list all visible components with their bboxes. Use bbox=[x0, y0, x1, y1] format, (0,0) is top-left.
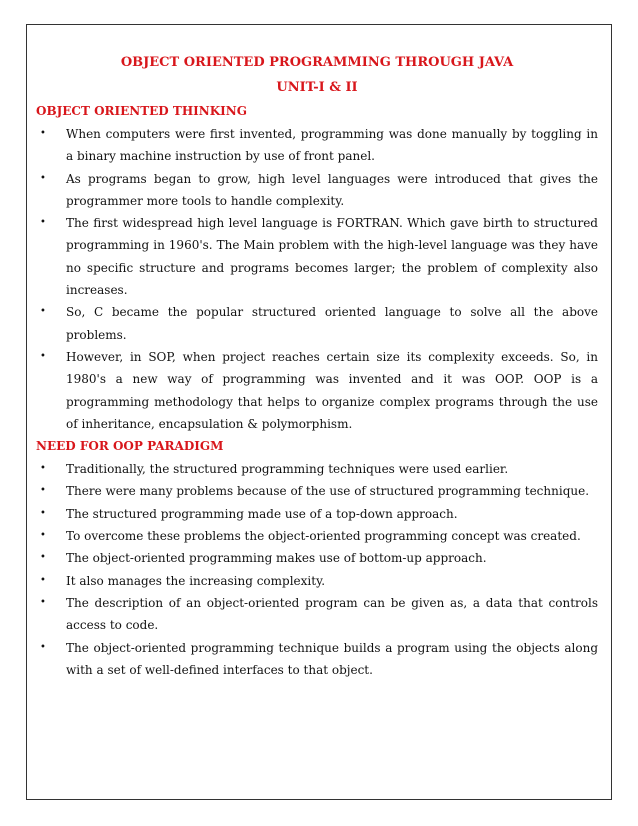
bullet-icon: • bbox=[40, 172, 46, 184]
document-subtitle: UNIT-I & II bbox=[276, 80, 358, 95]
bullet-icon: • bbox=[40, 574, 46, 586]
bullet-icon: • bbox=[40, 485, 46, 497]
bullet-icon: • bbox=[40, 507, 46, 519]
section-heading-oop-paradigm: NEED FOR OOP PARADIGM bbox=[36, 439, 224, 454]
bullet-icon: • bbox=[40, 596, 46, 608]
bullet-icon: • bbox=[40, 306, 46, 318]
list-item: • There were many problems because of the use of structured programming technique. bbox=[36, 480, 598, 502]
list-item: • To overcome these problems the object-oriented programming concept was created. bbox=[36, 525, 598, 547]
bullet-list-oo-thinking bbox=[36, 123, 598, 435]
bullet-list-oop-paradigm bbox=[36, 458, 598, 681]
list-item: • As programs began to grow, high level languages were introduced that gives the programmer more tools to handle complexity. bbox=[36, 168, 598, 213]
list-item: • The description of an object-oriented program can be given as, a data that controls access to code. bbox=[36, 592, 598, 637]
list-item: • Traditionally, the structured programming techniques were used earlier. bbox=[36, 458, 598, 480]
list-item: • The object-oriented programming technique builds a program using the objects along with a set of well-defined interfaces to that object. bbox=[36, 637, 598, 682]
list-item: • However, in SOP, when project reaches certain size its complexity exceeds. So, in 1980's a new way of programming was invented and it was OOP. OOP is a programming methodology that helps to organize complex programs through the use of inheritance, encapsulation & polymorphism. bbox=[36, 346, 598, 435]
bullet-icon: • bbox=[40, 128, 46, 139]
list-item: • The structured programming made use of a top-down approach. bbox=[36, 503, 598, 525]
document-title: OBJECT ORIENTED PROGRAMMING THROUGH JAVA bbox=[120, 55, 514, 70]
list-item: • The first widespread high level language is FORTRAN. Which gave birth to structured programming in 1960's. The Main problem with the high-level language was they have no specific structure and programs becomes larger; the problem of complexity also increases. bbox=[36, 212, 598, 301]
document-content bbox=[36, 50, 598, 681]
bullet-icon: • bbox=[40, 463, 46, 475]
list-item: • When computers were first invented, programming was done manually by toggling in a binary machine instruction by use of front panel. bbox=[36, 123, 598, 168]
bullet-icon: • bbox=[40, 350, 46, 362]
bullet-icon: • bbox=[40, 552, 46, 564]
bullet-icon: • bbox=[40, 217, 46, 229]
list-item: • So, C became the popular structured oriented language to solve all the above problems. bbox=[36, 301, 598, 346]
section-heading-oo-thinking: OBJECT ORIENTED THINKING bbox=[36, 104, 248, 118]
bullet-icon: • bbox=[40, 641, 46, 653]
list-item: • The object-oriented programming makes use of bottom-up approach. bbox=[36, 547, 598, 569]
list-item: • It also manages the increasing complexity. bbox=[36, 570, 598, 592]
bullet-icon: • bbox=[40, 530, 46, 542]
